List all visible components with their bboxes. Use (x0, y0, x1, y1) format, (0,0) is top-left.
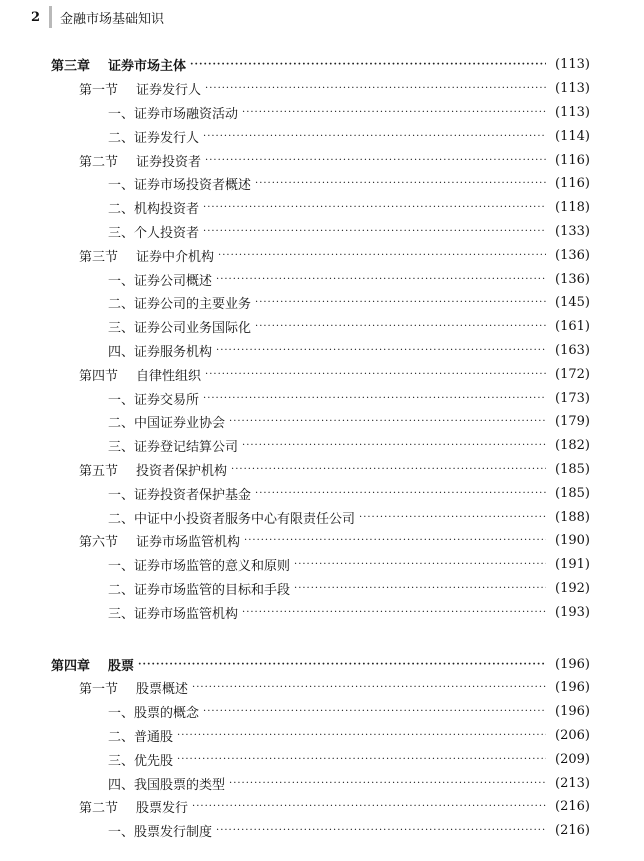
dot-leader (242, 607, 546, 618)
toc-entry-page: (179) (555, 414, 590, 430)
toc-entry-item[interactable] (0, 553, 644, 577)
toc-entry-label (51, 55, 186, 74)
dot-leader (216, 345, 546, 356)
toc-entry-title: 股票发行 (136, 801, 189, 817)
toc-entry-page: (118) (555, 200, 590, 216)
toc-entry-page: (116) (555, 176, 590, 192)
toc-entry-label: 三、个人投资者 (108, 225, 200, 241)
toc-entry-page: (182) (555, 438, 590, 454)
toc-entry-section[interactable] (0, 148, 644, 172)
toc-entry-page: (116) (555, 152, 590, 168)
toc-entry-item[interactable] (0, 600, 644, 624)
toc-entry-title: 证券市场主体 (108, 59, 187, 75)
dot-leader (203, 202, 546, 213)
toc-entry-number: 第三章 (51, 59, 91, 75)
dot-leader (203, 226, 546, 237)
toc-entry-label: 二、中国证券业协会 (108, 416, 226, 432)
toc-entry-title: 证券中介机构 (136, 249, 215, 265)
toc-entry-page: (173) (555, 390, 590, 406)
toc-entry-label: 三、证券登记结算公司 (108, 440, 239, 456)
toc-entry-item[interactable] (0, 700, 644, 724)
toc-entry-label: 二、中证中小投资者服务中心有限责任公司 (108, 511, 356, 527)
toc-entry-number: 第一节 (79, 83, 119, 99)
toc-entry-section[interactable] (0, 676, 644, 700)
toc-entry-item[interactable] (0, 410, 644, 434)
toc-entry-label: 一、证券投资者保护基金 (108, 487, 252, 503)
dot-leader (190, 59, 546, 70)
toc-entry-number: 第一节 (79, 682, 119, 698)
dot-leader (242, 107, 546, 118)
toc-entry-page: (163) (555, 342, 590, 358)
toc-entry-page: (136) (555, 271, 590, 287)
toc-entry-label: 一、证券市场监管的意义和原则 (108, 559, 291, 575)
toc-entry-title: 投资者保护机构 (136, 463, 228, 479)
toc-group-chapter-3 (0, 53, 644, 624)
toc-entry-item[interactable] (0, 124, 644, 148)
table-of-contents (0, 53, 644, 843)
toc-entry-item[interactable] (0, 267, 644, 291)
toc-entry-page: (196) (555, 704, 590, 720)
toc-entry-label (79, 531, 240, 550)
toc-entry-number: 第六节 (79, 535, 119, 551)
toc-entry-item[interactable] (0, 771, 644, 795)
dot-leader (203, 706, 546, 717)
toc-entry-label: 二、证券市场监管的目标和手段 (108, 582, 291, 598)
dot-leader (255, 178, 546, 189)
toc-entry-item[interactable] (0, 339, 644, 363)
toc-entry-page: (191) (555, 557, 590, 573)
toc-entry-item[interactable] (0, 577, 644, 601)
toc-entry-page: (113) (555, 57, 590, 73)
dot-leader (231, 464, 546, 475)
dot-leader (242, 440, 546, 451)
toc-entry-page: (216) (555, 799, 590, 815)
toc-entry-section[interactable] (0, 458, 644, 482)
toc-entry-label: 四、证券服务机构 (108, 344, 213, 360)
toc-entry-page: (188) (555, 509, 590, 525)
toc-entry-label (79, 365, 201, 384)
toc-entry-item[interactable] (0, 819, 644, 843)
dot-leader (138, 659, 546, 670)
toc-entry-item[interactable] (0, 291, 644, 315)
toc-entry-page: (136) (555, 247, 590, 263)
toc-entry-label: 二、证券公司的主要业务 (108, 297, 252, 313)
toc-entry-label: 一、股票发行制度 (108, 825, 213, 841)
dot-leader (177, 730, 546, 741)
toc-entry-label (79, 79, 201, 98)
dot-leader (229, 778, 546, 789)
dot-leader (205, 369, 546, 380)
toc-entry-label: 二、普通股 (108, 729, 174, 745)
toc-entry-label (79, 246, 214, 265)
dot-leader (203, 393, 546, 404)
toc-entry-section[interactable] (0, 77, 644, 101)
header-divider (49, 6, 52, 28)
dot-leader (255, 488, 546, 499)
dot-leader (244, 535, 546, 546)
toc-entry-page: (114) (555, 128, 590, 144)
toc-entry-number: 第二节 (79, 801, 119, 817)
toc-entry-number: 第二节 (79, 154, 119, 170)
toc-entry-section[interactable] (0, 362, 644, 386)
book-title: 金融市场基础知识 (60, 11, 165, 27)
page-header (31, 4, 164, 30)
toc-entry-item[interactable] (0, 220, 644, 244)
dot-leader (218, 250, 546, 261)
toc-entry-number: 第四章 (51, 658, 91, 674)
toc-entry-page: (206) (555, 727, 590, 743)
dot-leader (359, 512, 546, 523)
toc-entry-item[interactable] (0, 747, 644, 771)
toc-group-chapter-4 (0, 652, 644, 842)
toc-entry-page: (185) (555, 485, 590, 501)
toc-entry-title: 证券市场监管机构 (136, 535, 241, 551)
toc-entry-title: 证券投资者 (136, 154, 202, 170)
dot-leader (177, 754, 546, 765)
toc-entry-item[interactable] (0, 172, 644, 196)
toc-entry-number: 第五节 (79, 463, 119, 479)
toc-entry-label (79, 797, 188, 816)
dot-leader (229, 416, 546, 427)
chapter-gap (0, 624, 644, 652)
toc-entry-page: (185) (555, 461, 590, 477)
toc-entry-label: 三、证券公司业务国际化 (108, 321, 252, 337)
toc-entry-section[interactable] (0, 795, 644, 819)
toc-entry-title: 股票 (108, 658, 135, 674)
dot-leader (205, 155, 546, 166)
toc-entry-page: (209) (555, 751, 590, 767)
toc-entry-item[interactable] (0, 434, 644, 458)
dot-leader (255, 321, 546, 332)
toc-entry-item[interactable] (0, 196, 644, 220)
toc-entry-page: (145) (555, 295, 590, 311)
toc-entry-page: (161) (555, 319, 590, 335)
toc-entry-page: (196) (555, 680, 590, 696)
dot-leader (294, 559, 546, 570)
toc-entry-label: 二、机构投资者 (108, 202, 200, 218)
dot-leader (216, 274, 546, 285)
toc-entry-title: 股票概述 (136, 682, 189, 698)
toc-entry-page: (192) (555, 580, 590, 596)
toc-entry-page: (190) (555, 533, 590, 549)
toc-entry-item[interactable] (0, 481, 644, 505)
dot-leader (216, 825, 546, 836)
toc-entry-label (79, 460, 227, 479)
toc-entry-page: (196) (555, 656, 590, 672)
toc-entry-chapter[interactable] (0, 652, 644, 676)
page-number: 2 (31, 9, 41, 25)
toc-entry-item[interactable] (0, 386, 644, 410)
toc-entry-section[interactable] (0, 243, 644, 267)
toc-entry-label: 四、我国股票的类型 (108, 777, 226, 793)
toc-entry-item[interactable] (0, 101, 644, 125)
toc-entry-page: (216) (555, 823, 590, 839)
dot-leader (255, 297, 546, 308)
toc-entry-label (51, 655, 134, 674)
toc-entry-number: 第三节 (79, 249, 119, 265)
toc-entry-label (79, 151, 201, 170)
dot-leader (192, 801, 546, 812)
toc-entry-label: 三、优先股 (108, 753, 174, 769)
toc-entry-page: (113) (555, 104, 590, 120)
toc-entry-page: (213) (555, 775, 590, 791)
dot-leader (192, 682, 546, 693)
toc-entry-label: 一、证券市场投资者概述 (108, 178, 252, 194)
toc-entry-label: 一、股票的概念 (108, 706, 200, 722)
toc-entry-label: 三、证券市场监管机构 (108, 606, 239, 622)
toc-entry-chapter[interactable] (0, 53, 644, 77)
toc-entry-page: (133) (555, 223, 590, 239)
toc-entry-page: (172) (555, 366, 590, 382)
dot-leader (203, 131, 546, 142)
toc-entry-label: 一、证券公司概述 (108, 273, 213, 289)
dot-leader (294, 583, 546, 594)
toc-entry-number: 第四节 (79, 368, 119, 384)
toc-entry-page: (113) (555, 81, 590, 97)
toc-entry-page: (193) (555, 604, 590, 620)
toc-entry-title: 自律性组织 (136, 368, 202, 384)
toc-entry-item[interactable] (0, 315, 644, 339)
toc-entry-title: 证券发行人 (136, 83, 202, 99)
toc-entry-label: 一、证券市场融资活动 (108, 106, 239, 122)
toc-entry-item[interactable] (0, 505, 644, 529)
toc-entry-label (79, 678, 188, 697)
toc-entry-section[interactable] (0, 529, 644, 553)
toc-entry-label: 二、证券发行人 (108, 130, 200, 146)
dot-leader (205, 83, 546, 94)
toc-entry-label: 一、证券交易所 (108, 392, 200, 408)
toc-entry-item[interactable] (0, 724, 644, 748)
